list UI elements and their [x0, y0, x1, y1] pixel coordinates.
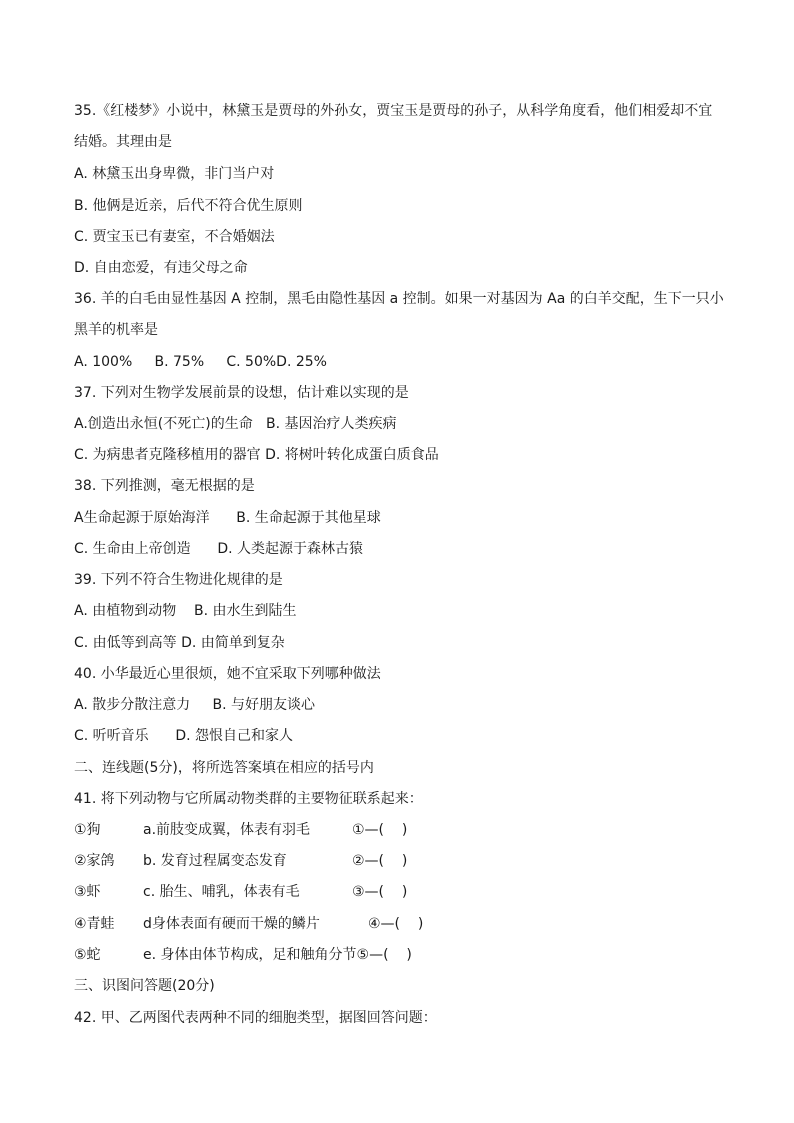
- answer-blank[interactable]: ④—( ): [368, 916, 424, 932]
- q40-stem: 40. 小华最近心里很烦，她不宜采取下列哪种做法: [74, 666, 381, 682]
- section3-heading: 三、识图问答题(20分): [74, 978, 215, 994]
- q35-option-b: B. 他俩是近亲，后代不符合优生原则: [74, 198, 303, 214]
- q40-options-line2: C. 听听音乐 D. 怨恨自己和家人: [74, 728, 294, 744]
- q37-options-line1: A.创造出永恒(不死亡)的生命 B. 基因治疗人类疾病: [74, 416, 397, 432]
- q40-options-line1: A. 散步分散注意力 B. 与好朋友谈心: [74, 697, 315, 713]
- animal-label: ①狗: [74, 822, 101, 838]
- feature-label: d身体表面有硬而干燥的鳞片: [143, 916, 320, 932]
- q39-stem: 39. 下列不符合生物进化规律的是: [74, 572, 283, 588]
- q38-options-line1: A生命起源于原始海洋 B. 生命起源于其他星球: [74, 510, 381, 526]
- animal-label: ③虾: [74, 884, 101, 900]
- answer-blank[interactable]: ①—( ): [352, 822, 408, 838]
- q42-stem: 42. 甲、乙两图代表两种不同的细胞类型，据图回答问题：: [74, 1010, 437, 1026]
- q36-options: A. 100% B. 75% C. 50%D. 25%: [74, 354, 327, 370]
- q35-stem-line2: 结婚。其理由是: [74, 134, 172, 150]
- feature-label: c. 胎生、哺乳，体表有毛: [143, 884, 300, 900]
- section2-heading: 二、连线题(5分)，将所选答案填在相应的括号内: [74, 760, 374, 776]
- q38-stem: 38. 下列推测，毫无根据的是: [74, 478, 255, 494]
- animal-label: ②家鸽: [74, 853, 115, 869]
- q36-stem-line2: 黑羊的机率是: [74, 322, 158, 338]
- q35-option-c: C. 贾宝玉已有妻室，不合婚姻法: [74, 229, 275, 245]
- q37-stem: 37. 下列对生物学发展前景的设想，估计难以实现的是: [74, 385, 409, 401]
- answer-blank[interactable]: ②—( ): [352, 853, 408, 869]
- q35-option-a: A. 林黛玉出身卑微，非门当户对: [74, 166, 275, 182]
- q41-stem: 41. 将下列动物与它所属动物类群的主要物征联系起来：: [74, 791, 423, 807]
- q35-stem-line1: 35.《红楼梦》小说中，林黛玉是贾母的外孙女，贾宝玉是贾母的孙子，从科学角度看，他们相爱却不宜: [74, 103, 713, 119]
- feature-label: a.前肢变成翼，体表有羽毛: [143, 822, 311, 838]
- feature-label: b. 发育过程属变态发育: [143, 853, 287, 869]
- q39-options-line1: A. 由植物到动物 B. 由水生到陆生: [74, 603, 297, 619]
- animal-label: ⑤蛇: [74, 947, 101, 963]
- q35-option-d: D. 自由恋爱，有违父母之命: [74, 260, 248, 276]
- q39-options-line2: C. 由低等到高等 D. 由简单到复杂: [74, 635, 285, 651]
- animal-label: ④青蛙: [74, 916, 115, 932]
- q38-options-line2: C. 生命由上帝创造 D. 人类起源于森林古猿: [74, 541, 364, 557]
- q36-stem-line1: 36. 羊的白毛由显性基因 A 控制，黑毛由隐性基因 a 控制。如果一对基因为 Aa 的白羊交配，生下一只小: [74, 291, 724, 307]
- feature-label: e. 身体由体节构成，足和触角分节⑤—( ): [143, 947, 412, 963]
- q37-options-line2: C. 为病患者克隆移植用的器官 D. 将树叶转化成蛋白质食品: [74, 447, 439, 463]
- answer-blank[interactable]: ③—( ): [352, 884, 408, 900]
